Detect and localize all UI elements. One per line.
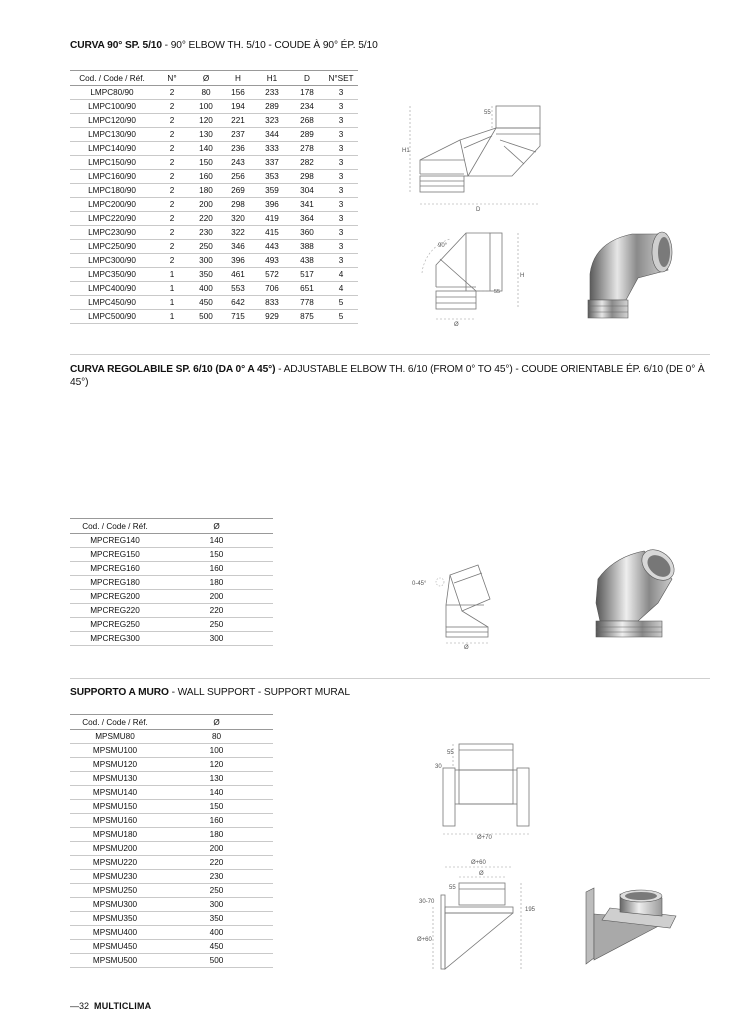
label-diameter-plus-70: Ø+70 [477,835,492,840]
cell-value: 3 [324,156,358,170]
cell-value: 269 [222,184,254,198]
table-curva-regolabile [70,518,273,646]
table-row [70,926,273,940]
cell-value: 140 [160,786,273,800]
table-row [70,282,358,296]
cell-value: 322 [222,226,254,240]
section-title-curva-90: CURVA 90° SP. 5/10 - 90° ELBOW TH. 5/10 - COUDE À 90° ÉP. 5/10 [70,40,378,51]
table-row [70,170,358,184]
cell-value: 268 [290,114,324,128]
table-row [70,184,358,198]
cell-value: 2 [154,170,190,184]
elbow-90-technical-drawing-1 [400,98,560,213]
table-row [70,954,273,968]
cell-value: 2 [154,198,190,212]
table-row [70,730,273,744]
cell-code: LMPC250/90 [70,240,154,254]
cell-value: 553 [222,282,254,296]
adjustable-elbow-technical-drawing [410,555,510,650]
cell-value: 150 [160,548,273,562]
cell-value: 250 [160,618,273,632]
cell-value: 400 [190,282,222,296]
cell-value: 1 [154,282,190,296]
cell-code: MPSMU230 [70,870,160,884]
cell-code: MPSMU120 [70,758,160,772]
cell-value: 237 [222,128,254,142]
cell-code: MPCREG220 [70,604,160,618]
cell-value: 572 [254,268,290,282]
column-header: H [222,71,254,86]
cell-code: MPSMU450 [70,940,160,954]
cell-code: MPSMU150 [70,800,160,814]
table-row [70,86,358,100]
table-row [70,772,273,786]
label-55: 55 [447,750,454,756]
cell-value: 150 [160,800,273,814]
cell-value: 100 [160,744,273,758]
cell-value: 3 [324,226,358,240]
column-header: Cod. / Code / Réf. [70,519,160,534]
cell-value: 220 [160,604,273,618]
label-diameter: Ø [464,645,469,650]
page-footer [70,1001,151,1011]
cell-value: 2 [154,254,190,268]
cell-value: 2 [154,212,190,226]
column-header: Ø [160,519,273,534]
cell-value: 493 [254,254,290,268]
cell-value: 282 [290,156,324,170]
cell-code: LMPC350/90 [70,268,154,282]
cell-code: MPSMU160 [70,814,160,828]
cell-value: 642 [222,296,254,310]
label-h: H [520,273,525,279]
table-row [70,590,273,604]
cell-value: 230 [160,870,273,884]
cell-value: 450 [190,296,222,310]
table-row [70,198,358,212]
cell-value: 130 [190,128,222,142]
cell-code: MPSMU130 [70,772,160,786]
label-195: 195 [525,907,536,913]
column-header: N° [154,71,190,86]
column-header: Cod. / Code / Réf. [70,71,154,86]
cell-value: 160 [190,170,222,184]
cell-value: 156 [222,86,254,100]
cell-code: LMPC450/90 [70,296,154,310]
table-row [70,940,273,954]
table-row [70,534,273,548]
cell-code: MPSMU300 [70,898,160,912]
elbow-90-technical-drawing-2 [410,225,540,327]
column-header: Cod. / Code / Réf. [70,715,160,730]
cell-value: 4 [324,268,358,282]
cell-value: 715 [222,310,254,324]
cell-value: 396 [254,198,290,212]
table-header-row [70,715,273,730]
cell-value: 278 [290,142,324,156]
cell-value: 180 [160,576,273,590]
table-header-row [70,519,273,534]
cell-value: 2 [154,114,190,128]
label-55: 55 [449,885,456,891]
table-row [70,268,358,282]
column-header: Ø [160,715,273,730]
cell-value: 4 [324,282,358,296]
cell-value: 3 [324,86,358,100]
label-diameter-plus-60-bottom: Ø+60 [417,937,432,943]
cell-value: 250 [190,240,222,254]
cell-value: 2 [154,226,190,240]
section-divider [70,354,710,355]
table-curva-90 [70,70,358,324]
table-row [70,296,358,310]
cell-code: LMPC120/90 [70,114,154,128]
cell-value: 220 [160,856,273,870]
cell-value: 415 [254,226,290,240]
cell-value: 3 [324,184,358,198]
cell-value: 2 [154,142,190,156]
cell-value: 333 [254,142,290,156]
label-diameter: Ø [454,322,459,327]
cell-value: 178 [290,86,324,100]
cell-value: 3 [324,142,358,156]
cell-value: 300 [190,254,222,268]
cell-value: 929 [254,310,290,324]
cell-code: MPSMU350 [70,912,160,926]
cell-value: 140 [190,142,222,156]
cell-code: LMPC220/90 [70,212,154,226]
cell-code: MPSMU220 [70,856,160,870]
cell-code: LMPC300/90 [70,254,154,268]
adjustable-elbow-photo [588,543,688,643]
page-number: 32 [79,1001,90,1011]
table-row [70,898,273,912]
cell-value: 5 [324,310,358,324]
label-h1: H1 [402,148,410,154]
brand-name: MULTICLIMA [94,1001,152,1011]
cell-value: 2 [154,156,190,170]
table-supporto-muro [70,714,273,968]
cell-code: LMPC500/90 [70,310,154,324]
elbow-90-photo [580,220,685,325]
label-30-70: 30-70 [419,899,435,905]
section-divider [70,678,710,679]
cell-value: 150 [190,156,222,170]
cell-value: 3 [324,198,358,212]
cell-value: 350 [160,912,273,926]
cell-value: 3 [324,100,358,114]
cell-value: 220 [190,212,222,226]
table-row [70,604,273,618]
cell-code: LMPC230/90 [70,226,154,240]
cell-value: 359 [254,184,290,198]
cell-value: 80 [190,86,222,100]
cell-value: 120 [160,758,273,772]
cell-value: 160 [160,562,273,576]
label-diameter: Ø [479,871,484,877]
column-header: H1 [254,71,290,86]
cell-value: 289 [254,100,290,114]
wall-support-technical-drawing-front [425,738,535,840]
section-title-curva-regolabile: CURVA REGOLABILE SP. 6/10 (DA 0° A 45°) - ADJUSTABLE ELBOW TH. 6/10 (FROM 0° TO 45°) - COUDE ORIENTABLE ÉP. 6/10 (DE 0° À 45°) [70,364,705,388]
cell-value: 140 [160,534,273,548]
cell-value: 194 [222,100,254,114]
cell-code: MPSMU250 [70,884,160,898]
cell-value: 360 [290,226,324,240]
table-row [70,758,273,772]
cell-code: LMPC160/90 [70,170,154,184]
cell-code: MPSMU80 [70,730,160,744]
cell-value: 350 [190,268,222,282]
cell-code: LMPC100/90 [70,100,154,114]
table-row [70,226,358,240]
wall-support-photo [580,880,684,970]
table-row [70,576,273,590]
cell-value: 1 [154,296,190,310]
cell-code: LMPC200/90 [70,198,154,212]
cell-code: MPSMU200 [70,842,160,856]
cell-value: 3 [324,240,358,254]
cell-code: MPCREG150 [70,548,160,562]
cell-code: LMPC180/90 [70,184,154,198]
cell-value: 2 [154,100,190,114]
table-row [70,842,273,856]
cell-value: 256 [222,170,254,184]
cell-code: MPSMU100 [70,744,160,758]
cell-code: MPSMU140 [70,786,160,800]
cell-value: 443 [254,240,290,254]
cell-value: 298 [222,198,254,212]
table-row [70,814,273,828]
cell-value: 233 [254,86,290,100]
cell-value: 200 [190,198,222,212]
cell-code: MPSMU180 [70,828,160,842]
table-row [70,618,273,632]
cell-value: 364 [290,212,324,226]
cell-value: 3 [324,128,358,142]
cell-value: 875 [290,310,324,324]
cell-value: 396 [222,254,254,268]
cell-code: MPCREG160 [70,562,160,576]
cell-value: 2 [154,128,190,142]
cell-code: MPCREG250 [70,618,160,632]
cell-value: 400 [160,926,273,940]
cell-value: 323 [254,114,290,128]
cell-value: 337 [254,156,290,170]
cell-code: LMPC140/90 [70,142,154,156]
cell-value: 300 [160,632,273,646]
cell-value: 778 [290,296,324,310]
cell-value: 289 [290,128,324,142]
table-row [70,912,273,926]
cell-value: 100 [190,100,222,114]
table-row [70,786,273,800]
cell-value: 160 [160,814,273,828]
footer-dash: — [70,1001,79,1011]
cell-value: 341 [290,198,324,212]
cell-value: 80 [160,730,273,744]
cell-value: 230 [190,226,222,240]
cell-value: 304 [290,184,324,198]
cell-value: 344 [254,128,290,142]
label-55b: 55 [494,289,501,295]
section-title-supporto-muro: SUPPORTO A MURO - WALL SUPPORT - SUPPORT MURAL [70,687,350,698]
table-row [70,632,273,646]
label-55: 55 [484,110,491,116]
cell-value: 5 [324,296,358,310]
label-0-45-deg: 0-45° [412,581,427,587]
cell-value: 200 [160,590,273,604]
cell-value: 419 [254,212,290,226]
table-row [70,870,273,884]
cell-code: MPCREG300 [70,632,160,646]
table-row [70,828,273,842]
cell-value: 180 [160,828,273,842]
cell-value: 200 [160,842,273,856]
cell-value: 461 [222,268,254,282]
cell-value: 833 [254,296,290,310]
cell-value: 243 [222,156,254,170]
label-30: 30 [435,764,442,770]
table-row [70,744,273,758]
cell-code: LMPC400/90 [70,282,154,296]
table-row [70,856,273,870]
cell-code: MPSMU500 [70,954,160,968]
column-header: Ø [190,71,222,86]
cell-value: 250 [160,884,273,898]
cell-code: LMPC80/90 [70,86,154,100]
wall-support-technical-drawing-side [415,855,545,975]
cell-value: 130 [160,772,273,786]
cell-code: MPSMU400 [70,926,160,940]
cell-value: 517 [290,268,324,282]
cell-value: 500 [190,310,222,324]
label-90-deg: 90° [438,243,448,249]
cell-value: 120 [190,114,222,128]
cell-value: 300 [160,898,273,912]
table-row [70,240,358,254]
cell-value: 2 [154,240,190,254]
table-row [70,212,358,226]
cell-value: 298 [290,170,324,184]
table-row [70,884,273,898]
cell-value: 236 [222,142,254,156]
table-header-row [70,71,358,86]
cell-value: 353 [254,170,290,184]
cell-value: 1 [154,310,190,324]
table-row [70,156,358,170]
cell-value: 346 [222,240,254,254]
table-row [70,128,358,142]
cell-code: MPCREG140 [70,534,160,548]
column-header: N°SET [324,71,358,86]
cell-value: 706 [254,282,290,296]
cell-value: 3 [324,212,358,226]
cell-code: LMPC150/90 [70,156,154,170]
cell-value: 3 [324,170,358,184]
cell-value: 438 [290,254,324,268]
cell-value: 180 [190,184,222,198]
table-row [70,800,273,814]
label-diameter-plus-60: Ø+60 [471,860,486,866]
cell-code: MPCREG180 [70,576,160,590]
table-row [70,142,358,156]
cell-value: 320 [222,212,254,226]
cell-value: 3 [324,254,358,268]
table-row [70,254,358,268]
cell-value: 221 [222,114,254,128]
cell-value: 2 [154,184,190,198]
cell-code: LMPC130/90 [70,128,154,142]
table-row [70,548,273,562]
column-header: D [290,71,324,86]
cell-value: 3 [324,114,358,128]
label-d: D [476,207,481,213]
table-row [70,562,273,576]
cell-value: 234 [290,100,324,114]
cell-value: 450 [160,940,273,954]
cell-code: MPCREG200 [70,590,160,604]
table-row [70,114,358,128]
cell-value: 388 [290,240,324,254]
cell-value: 1 [154,268,190,282]
cell-value: 651 [290,282,324,296]
table-row [70,100,358,114]
cell-value: 2 [154,86,190,100]
table-row [70,310,358,324]
cell-value: 500 [160,954,273,968]
